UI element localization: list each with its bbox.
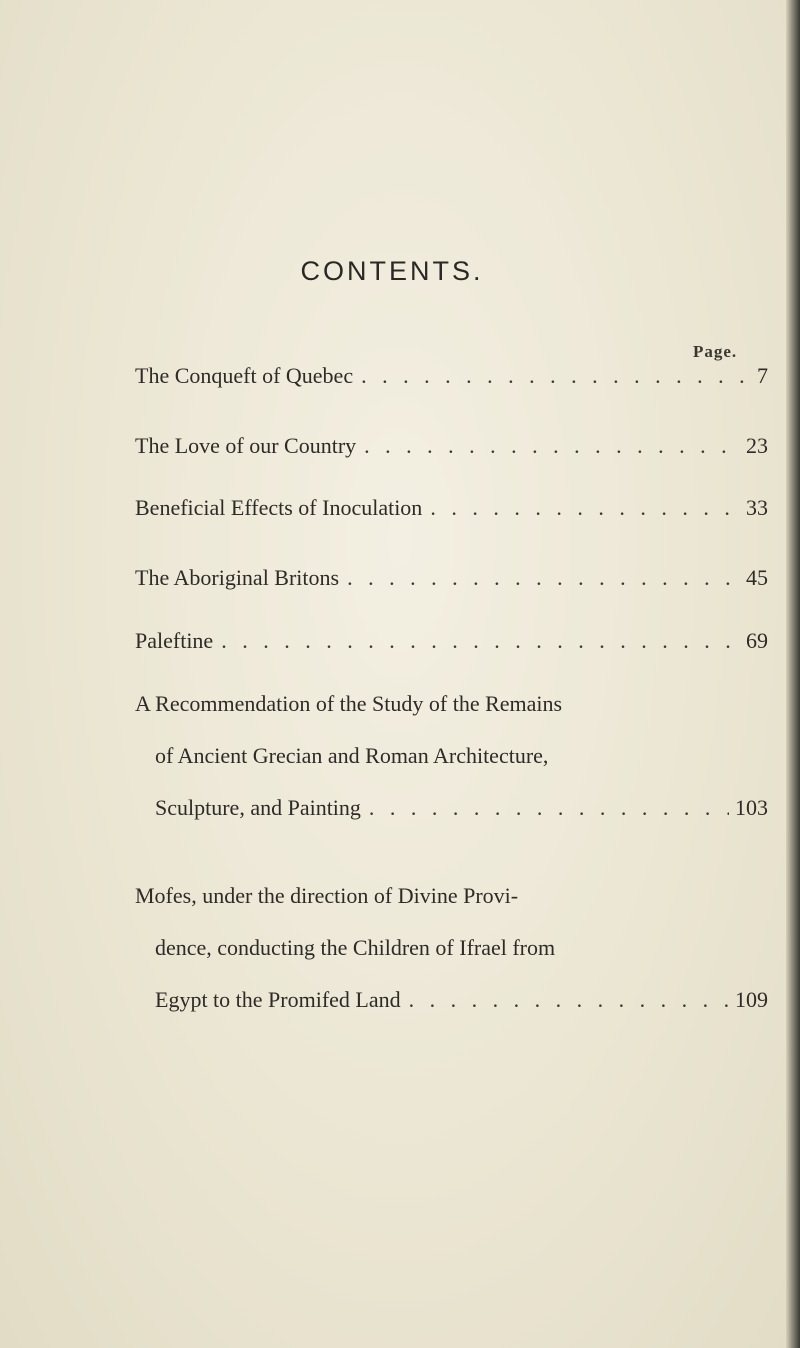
toc-entry-title: The Love of our Country	[135, 433, 357, 458]
toc-entry-page: 103	[735, 795, 768, 820]
toc-entry-title-line: dence, conducting the Children of Ifrael from	[155, 935, 556, 960]
dot-leader	[369, 782, 729, 834]
toc-entry-title: Beneficial Effects of Inoculation	[135, 495, 423, 520]
toc-entry-page: 33	[746, 495, 768, 520]
toc-entry-title: Paleftine	[135, 628, 214, 653]
dot-leader	[364, 420, 740, 472]
toc-entry[interactable]	[135, 552, 768, 604]
toc-entry-page: 69	[746, 628, 768, 653]
page-edge-shadow	[786, 0, 800, 1348]
toc-entry[interactable]	[135, 482, 768, 534]
toc-entry[interactable]	[135, 420, 768, 472]
toc-entry-title: The Conqueft of Quebec	[135, 363, 354, 388]
page-column-label: Page.	[693, 342, 738, 361]
contents-heading: CONTENTS.	[300, 256, 484, 286]
toc-entry-page: 23	[746, 433, 768, 458]
toc-entry-title-line: A Recommendation of the Study of the Remains	[135, 691, 563, 716]
toc-entry[interactable]	[135, 615, 768, 667]
dot-leader	[430, 482, 740, 534]
toc-entry[interactable]	[135, 870, 768, 1026]
toc-entry-page: 45	[746, 565, 768, 590]
dot-leader	[347, 552, 740, 604]
toc-entry[interactable]	[135, 678, 768, 834]
toc-entry-title-line: Egypt to the Promifed Land	[155, 987, 401, 1012]
toc-entry-title-line: of Ancient Grecian and Roman Architecture,	[155, 743, 549, 768]
toc-entry[interactable]	[135, 350, 768, 402]
toc-entry-page: 7	[757, 363, 768, 388]
toc-entry-page: 109	[735, 987, 768, 1012]
dot-leader	[409, 974, 729, 1026]
dot-leader	[221, 615, 740, 667]
toc-entry-title-line: Mofes, under the direction of Divine Provi-	[135, 883, 519, 908]
toc-entry-title: The Aboriginal Britons	[135, 565, 340, 590]
dot-leader	[361, 350, 744, 402]
toc-entry-title-line: Sculpture, and Painting	[155, 795, 361, 820]
